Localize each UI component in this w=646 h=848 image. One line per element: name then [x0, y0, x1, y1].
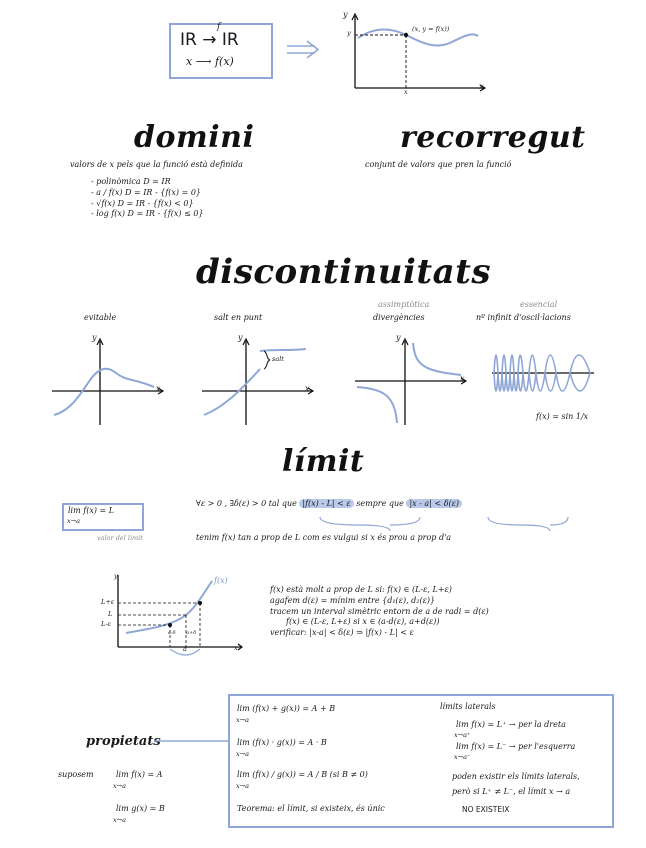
assume-1-sub: x→a: [113, 782, 126, 790]
limit-graph-fx: f(x): [214, 576, 228, 585]
mapping-f: f: [217, 22, 221, 32]
limit-graph-x: x: [234, 644, 238, 652]
limit-def-hl1: |f(x) - L| < ε: [299, 499, 353, 508]
divergencies-graph: [353, 335, 471, 427]
recorregut-subtitle: conjunt de valors que pren la funció: [365, 160, 512, 169]
propietats-title: propietats: [86, 734, 161, 749]
propietats-connector: [150, 738, 230, 744]
graph-point-label: (x, y = f(x)): [412, 25, 450, 33]
disc-label-divergencies: divergències: [373, 313, 425, 322]
limit-step: f(x) està molt a prop de L si: f(x) ∈ (L-ε, L+ε): [270, 585, 452, 594]
domini-item: - log f(x) D = IR - {f(x) ≤ 0}: [91, 209, 204, 219]
limit-graph-lpe: L+ε: [101, 598, 115, 606]
axis-x-label: x: [479, 82, 484, 91]
disc-label-salt: salt en punt: [214, 313, 263, 322]
limit-def-hl2: |x - a| < δ(ε): [406, 499, 462, 508]
rule-sum: lim (f(x) + g(x)) = A + B: [237, 704, 336, 713]
salt-graph: [200, 335, 318, 427]
double-arrow-icon: [285, 40, 325, 60]
lateral-title: límits laterals: [440, 702, 496, 711]
header-function-graph: [336, 8, 496, 96]
rule-sum-sub: x→a: [236, 716, 249, 724]
limit-steps: [270, 585, 489, 639]
essential-graph: [490, 333, 598, 415]
domini-subtitle: valors de x pels que la funció està definida: [70, 160, 243, 169]
limit-graph-lme: L-ε: [101, 620, 112, 628]
lateral-left: lim f(x) = L⁻ → per l'esquerra: [456, 742, 576, 751]
lateral-left-sub: x→a⁻: [454, 753, 471, 761]
rule-quotient-sub: x→a: [236, 782, 249, 790]
evitable-axis-y: y: [92, 333, 97, 342]
rule-product: lim (f(x) · g(x)) = A · B: [237, 738, 327, 747]
assume-1: lim f(x) = A: [116, 770, 163, 779]
evitable-axis-x: x: [156, 384, 161, 393]
mapping-bottom: x ⟶ f(x): [186, 55, 234, 68]
axis-y-label: y: [343, 10, 348, 19]
domini-item: - a / f(x) D = IR - {f(x) = 0}: [91, 187, 202, 197]
domini-item: - √f(x) D = IR - {f(x) < 0}: [91, 198, 194, 208]
limit-step: tracem un interval simètric entorn de a de radi = d(ε): [270, 606, 489, 616]
limit-explanation: tenim f(x) tan a prop de L com es vulgui si x és prou a prop d'a: [196, 533, 452, 542]
assume-2-sub: x→a: [113, 816, 126, 824]
salt-axis-y: y: [238, 333, 243, 342]
limit-def-middle: sempre que: [356, 499, 404, 508]
limit-graph-l: L: [108, 610, 113, 618]
limit-definition: [196, 499, 462, 508]
disc-label-evitable: evitable: [84, 313, 117, 322]
limit-graph-a: a: [183, 645, 187, 653]
discontinuitats-title: discontinuitats: [196, 252, 491, 292]
rule-product-sub: x→a: [236, 750, 249, 758]
lateral-right: lim f(x) = L⁺ → per la dreta: [456, 720, 566, 729]
limit-notation-sub: x→a: [67, 517, 80, 525]
salt-note: salt: [272, 355, 284, 363]
disc-note-assimptotica: assimptòtica: [378, 300, 430, 309]
essential-formula: f(x) = sin 1/x: [536, 412, 589, 421]
limit-notation: lim f(x) = L: [68, 506, 115, 515]
lateral-note-2: però si L⁺ ≠ L⁻, el límit x → a: [452, 787, 571, 796]
limit-step: f(x) ∈ (L-ε, L+ε) si x ∈ (a-d(ε), a+d(ε)): [286, 617, 440, 627]
limit-value-note: valor del límit: [97, 534, 143, 542]
theorem: Teorema: el límit, si existeix, és únic: [237, 804, 385, 813]
divergencies-axis-y: y: [396, 333, 401, 342]
limit-brace-lines: [190, 513, 590, 533]
lateral-note-1: poden existir els límits laterals,: [452, 772, 580, 781]
limit-step: agafem d(ε) = mínim entre {d₁(ε), d₂(ε)}: [270, 595, 436, 605]
tick-y-label: y: [347, 29, 351, 37]
lateral-right-sub: x→a⁺: [454, 731, 471, 739]
limit-title: límit: [282, 444, 365, 479]
recorregut-title: recorregut: [400, 120, 586, 155]
disc-label-oscillacions: nº infinit d'oscil·lacions: [476, 313, 571, 322]
disc-note-essencial: essencial: [520, 300, 558, 309]
assume-label: suposem: [58, 770, 94, 779]
limit-graph-a-plus: a+δ: [186, 630, 197, 636]
limit-graph-a-minus: a-δ: [168, 630, 176, 636]
mapping-top: IR → IR: [180, 30, 239, 50]
evitable-graph: [50, 335, 168, 427]
limit-def-text: ∀ε > 0 , ∃δ(ε) > 0 tal que: [196, 499, 297, 508]
salt-axis-x: x: [305, 384, 310, 393]
tick-x-label: x: [404, 88, 408, 96]
rule-quotient: lim (f(x) / g(x)) = A / B (si B ≠ 0): [237, 770, 368, 779]
limit-step: verificar: |x-a| < δ(ε) ⇒ |f(x) - L| < ε: [270, 628, 414, 638]
divergencies-axis-x: x: [460, 374, 465, 383]
limit-graph-y: y: [114, 572, 118, 580]
domini-list: [91, 177, 204, 220]
limit-graph: [96, 573, 246, 663]
assume-2: lim g(x) = B: [116, 804, 165, 813]
lateral-note-3: NO EXISTEIX: [462, 805, 510, 814]
domini-item: - polinòmica D = IR: [91, 177, 171, 186]
domini-title: domini: [134, 120, 255, 155]
